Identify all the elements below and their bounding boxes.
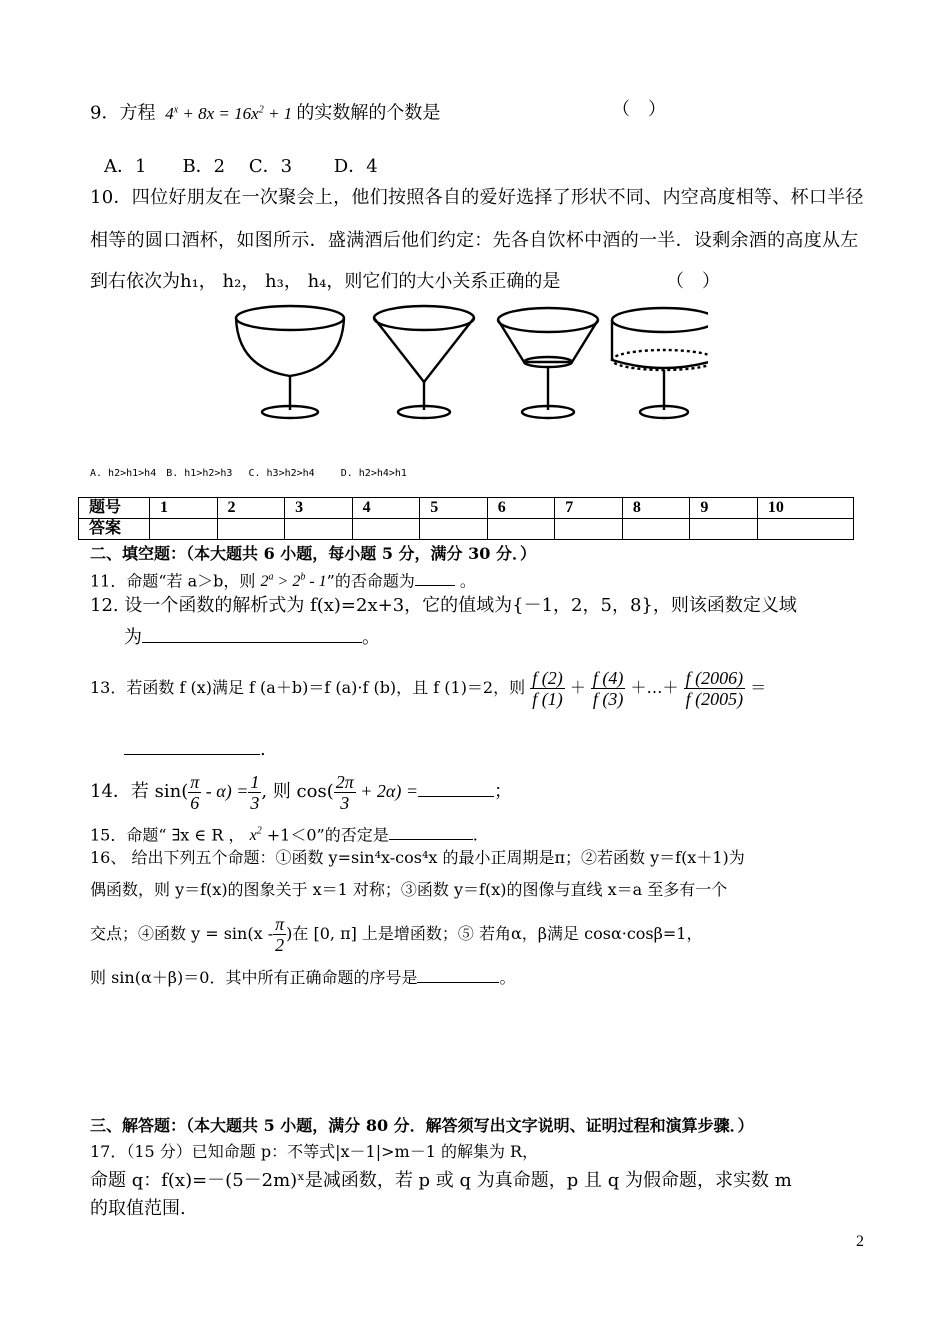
q12-end: 。 [362,627,380,648]
answer-cell-6[interactable] [487,519,555,540]
q9-eq-mid: + 8x = 16x [178,103,259,123]
q15-x: x [249,827,257,845]
page-number: 2 [856,1233,864,1250]
answer-cell-2[interactable] [217,519,285,540]
q11-minus: - 1 [305,573,327,591]
answer-table-num-1: 1 [150,498,218,519]
q14-frac-pi6-num: π [190,771,200,792]
q15-line [90,820,478,848]
q13-frac-2-num: f (4) [592,668,624,688]
answer-table-label-number: 题号 [79,498,150,519]
q14-frac-third-num: 1 [250,771,260,792]
q13-answer-line [124,736,266,762]
q15-expr [250,827,262,844]
answer-table-num-8: 8 [622,498,690,519]
answer-cell-1[interactable] [150,519,218,540]
q9-choices: A．1 B．2 C．3 D．4 [104,156,378,177]
q9-paren: （ ） [612,99,666,120]
q13-end: . [260,739,266,760]
q14-frac-third [248,772,261,813]
answer-table-answer-row [79,519,854,540]
answer-cell-5[interactable] [420,519,488,540]
q13-frac-3 [684,668,746,709]
q13-frac-2 [591,668,626,709]
answer-cell-10[interactable] [757,519,853,540]
q16-blank[interactable] [417,964,499,983]
section3-heading: 三、解答题：（本大题共 5 小题，满分 80 分．解答须写出文字说明、证明过程和演算步骤．） [90,1116,754,1135]
answer-cell-7[interactable] [555,519,623,540]
q12-prefix: 为 [124,627,142,648]
q11-base-a: 2 [260,573,269,591]
q16-line2: 偶函数，则 y＝f(x)的图象关于 x＝1 对称；③函数 y＝f(x)的图像与直线 x＝a 至多有一个 [90,880,728,899]
q14-tail: + 2α) = [355,781,418,801]
answer-cell-3[interactable] [285,519,353,540]
q16-line4 [90,964,515,990]
q16-line3 [90,912,702,960]
q12-blank[interactable] [142,624,362,643]
answer-table-num-5: 5 [420,498,488,519]
q11-line [90,566,476,594]
q10-line2: 相等的圆口酒杯，如图所示．盛满酒后他们约定：先各自饮杯中酒的一半．设剩余酒的高度从左 [90,230,859,251]
q13-frac-3-num: f (2006) [685,668,744,688]
q11-suffix: ”的否命题为 [326,571,415,591]
q11-blank[interactable] [415,567,455,586]
answer-cell-9[interactable] [690,519,758,540]
q10-line3: 到右依次为h₁， h₂， h₃， h₄，则它们的大小关系正确的是 [90,271,561,292]
q10-choices: A. h2>h1>h4 B. h1>h2>h3 C. h3>h2>h4 D. h2>h4>h1 [90,468,407,479]
answer-cell-4[interactable] [352,519,420,540]
q14-frac-2pi3-num: 2π [335,771,354,792]
q14-blank[interactable] [418,778,494,797]
q17-line3: 的取值范围. [90,1198,186,1219]
q14-line [90,768,512,818]
wine-glasses-figure [228,298,708,428]
q14-cos: , 则 cos( [261,781,334,802]
q10-paren: （ ） [666,271,720,292]
answer-table-num-10: 10 [757,498,853,519]
q14-prefix: 14．若 sin( [90,781,189,802]
q14-end: ； [494,781,512,802]
q9-number: 9．方程 [90,102,156,124]
answer-table-num-3: 3 [285,498,353,519]
glass-4-cylinder [612,308,708,418]
q13-frac-1 [530,668,565,709]
q14-frac-2pi3 [334,772,356,813]
q9-eq-end: + 1 [263,103,293,123]
section2-heading: 二、填空题：（本大题共 6 小题，每小题 5 分，满分 30 分．） [90,544,536,563]
answer-table-num-2: 2 [217,498,285,519]
q16-line3-prefix: 交点；④函数 y = sin(x - [90,924,274,943]
answer-table-num-4: 4 [352,498,420,519]
q11-exp-b: b [300,572,306,583]
q13-frac-1-den: f (1) [532,689,563,709]
q13-equals: ＝ [750,678,767,697]
q13-blank[interactable] [124,736,260,755]
q12-line2 [124,624,380,650]
q9-eq-exp2: 2 [258,104,264,115]
q10-line1: 10．四位好朋友在一次聚会上，他们按照各自的爱好选择了形状不同、内空高度相等、杯口半径 [90,187,864,208]
q16-frac-num: π [275,914,285,934]
q15-exp: 2 [256,826,262,837]
answer-table-num-9: 9 [690,498,758,519]
q15-prefix: 15．命题“ ∃x ∈ R ， [90,825,245,845]
answer-table-num-7: 7 [555,498,623,519]
q13-plus: ＋ [569,678,586,697]
glass-2-cone [374,306,474,418]
q14-frac-third-den: 3 [250,792,260,813]
q13-prefix: 13．若函数 f (x)满足 f (a＋b)＝f (a)·f (b)，且 f (1)＝2，则 [90,678,526,697]
q9-tail: 的实数解的个数是 [296,102,441,124]
answer-cell-8[interactable] [622,519,690,540]
q16-line1: 16、 给出下列五个命题：①函数 y=sin⁴x-cos⁴x 的最小正周期是π；②若函数 y＝f(x＋1)为 [90,848,745,867]
q9-line [90,98,440,126]
q16-line4-prefix: 则 sin(α＋β)＝0．其中所有正确命题的序号是 [90,968,418,987]
answer-table-num-6: 6 [487,498,555,519]
q15-end: . [472,825,478,845]
q13-line [90,666,766,716]
q17-line1: 17．（15 分）已知命题 p：不等式|x－1|>m－1 的解集为 R， [90,1142,539,1161]
glass-3-frustum [498,308,598,418]
q9-equation [165,104,296,123]
q16-frac-pi2 [273,914,286,955]
q16-line3-suffix: )在 [0, π] 上是增函数；⑤ 若角α，β满足 cosα·cosβ=1， [286,924,703,943]
q11-exp-a: a [268,572,274,583]
q13-frac-1-num: f (2) [532,668,563,688]
q11-expression [261,573,327,590]
q14-frac-pi6-den: 6 [190,792,200,813]
q16-line4-end: 。 [499,968,516,987]
q12-line1: 12. 设一个函数的解析式为 f(x)=2x+3，它的值域为{－1，2，5，8}，则该函数定义域 [90,595,797,616]
q16-frac-den: 2 [275,935,285,955]
answer-table [78,497,854,540]
answer-table-label-answer: 答案 [79,519,150,540]
q11-prefix: 11．命题“若 a＞b，则 [90,571,256,591]
q13-frac-2-den: f (3) [592,689,624,709]
q14-frac-2pi3-den: 3 [340,792,350,813]
q17-line2: 命题 q：f(x)=－(5－2m)ˣ是减函数，若 p 或 q 为真命题，p 且 q 为假命题，求实数 m [90,1170,792,1191]
q14-frac-pi6 [188,772,201,813]
q15-blank[interactable] [389,821,473,840]
q11-end: 。 [454,571,476,591]
q14-mid: - α) = [201,781,249,801]
q11-base-b: > 2 [273,573,301,591]
answer-table-header-row [79,498,854,519]
q9-eq-exp1: x [173,104,179,115]
glass-1-hemisphere [236,306,344,418]
q15-mid: +1＜0”的否定是 [261,825,389,845]
q13-dots: ＋…＋ [630,678,679,697]
q9-eq-base: 4 [165,103,174,123]
q13-frac-3-den: f (2005) [685,689,744,709]
